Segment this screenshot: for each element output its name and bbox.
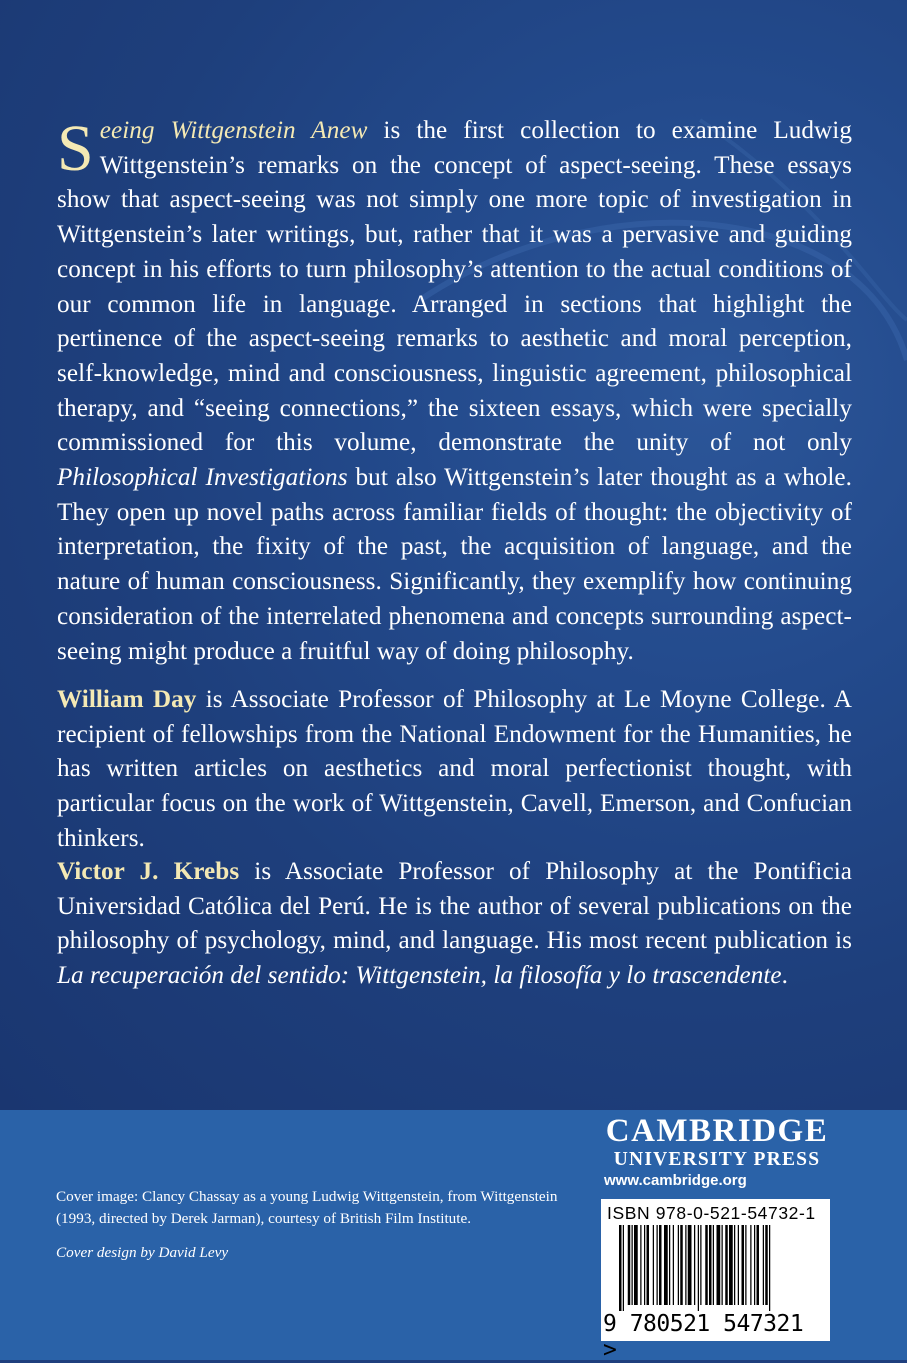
barcode-bar [632,1225,633,1305]
barcode-bar [765,1225,768,1305]
publication-title: La recuperación del sentido: Wittgenstein, la filosofía y lo trascendente [57,962,782,990]
barcode-bar [680,1225,683,1305]
publisher-logo [604,1113,830,1171]
isbn-barcode [601,1199,830,1363]
barcode-bar [653,1225,654,1305]
barcode-bar [664,1225,668,1305]
barcode-bar [644,1225,645,1305]
barcode-bar [717,1225,721,1305]
author-name: Victor J. Krebs [57,858,240,885]
book-description [57,114,852,669]
book-title: eeing Wittgenstein Anew [99,117,368,144]
barcode-bar [628,1225,631,1305]
drop-cap: S [57,112,94,185]
author-bio-day [57,683,852,857]
author-bio-text: is Associate Professor of Philosophy at Le Moyne College. A recipient of fellowships from the National Endowment for the Humanities, he has written articles on aesthetics and moral perfectionist thought, with particular focus on the work of Wittgenstein, Cavell, Emerson, and Confucian thinkers. [57,686,852,852]
barcode-bar [685,1225,686,1305]
author-name: William Day [57,686,197,713]
barcode-bar [722,1225,723,1305]
publisher-subname: UNIVERSITY PRESS [613,1149,821,1170]
barcode-bar [694,1225,695,1305]
barcode-bar [757,1225,760,1305]
cover-image-credit: Cover image: Clancy Chassay as a young Ludwig Wittgenstein, from Wittgenstein (1993, directed by Derek Jarman), courtesy of British Film Institute. [56,1188,558,1227]
barcode-bar [659,1225,662,1305]
isbn-number: ISBN 978-0-521-54732-1 [607,1203,816,1223]
barcode-digits: 9 780521 547321 > [603,1311,804,1363]
barcode-bar [705,1225,708,1305]
barcode-bar [745,1225,746,1305]
barcode-bars [605,1225,826,1311]
cover-design-credit: Cover design by David Levy [56,1244,229,1261]
barcode-bar [750,1225,751,1305]
barcode-bar [619,1225,622,1311]
author-bio-text: is Associate Professor of Philosophy at the Pontificia Universidad Católica del Perú. He is the author of several publications on the philosophy of psychology, mind, and language. His most recent publication is [57,858,852,955]
barcode-bar [725,1225,728,1305]
barcode-bar [738,1225,739,1305]
barcode-bar [763,1225,764,1305]
barcode-bar [713,1225,714,1305]
barcode-bar [729,1225,733,1305]
barcode-bar [669,1225,670,1305]
description-text-end: but also Wittgenstein’s later thought as a whole. They open up novel paths across familiar fields of thought: the objectivity of interpretation, the fixity of the past, the acquisition of language, and the nature of human consciousness. Significantly, they exemplify how continuing consideration of the interrelated phenomena and concepts surrounding aspect-seeing might produce a fruitful way of doing philosophy. [57,464,852,665]
barcode-bar [754,1225,755,1305]
barcode-bar [700,1225,701,1305]
barcode-bar [623,1225,624,1311]
barcode-bar [709,1225,712,1305]
barcode-bar [647,1225,650,1305]
author-bio-text-end: . [781,962,788,990]
barcode-bar [734,1225,735,1305]
barcode-bar [678,1225,679,1305]
work-title: Philosophical Investigations [57,464,348,492]
barcode-bar [640,1225,641,1305]
author-bio-krebs [57,855,852,994]
barcode-bar [673,1225,674,1305]
barcode-bar [634,1225,638,1305]
description-text: is the first collection to examine Ludwig Wittgenstein’s remarks on the concept of aspect-seeing. These essays show that aspect-seeing was not simply one more topic of investigation in Wittgenstein’s later writings, but, rather that it was a pervasive and guiding concept in his efforts to turn philosophy’s attention to the actual conditions of our common life in language. Arranged in sections that highlight the pertinence of the aspect-seeing remarks to aesthetic and moral perception, self-knowledge, mind and consciousness, linguistic agreement, philosophical therapy, and “seeing connections,” the sixteen essays, which were specially commissioned for this volume, demonstrate the unity of not only [57,117,852,457]
barcode-bar [657,1225,658,1305]
barcode-bar [698,1225,699,1311]
publisher-url: www.cambridge.org [604,1172,747,1189]
publisher-name: CAMBRIDGE [605,1113,829,1149]
barcode-bar [688,1225,692,1305]
barcode-bar [742,1225,745,1305]
barcode-bar [769,1225,770,1311]
